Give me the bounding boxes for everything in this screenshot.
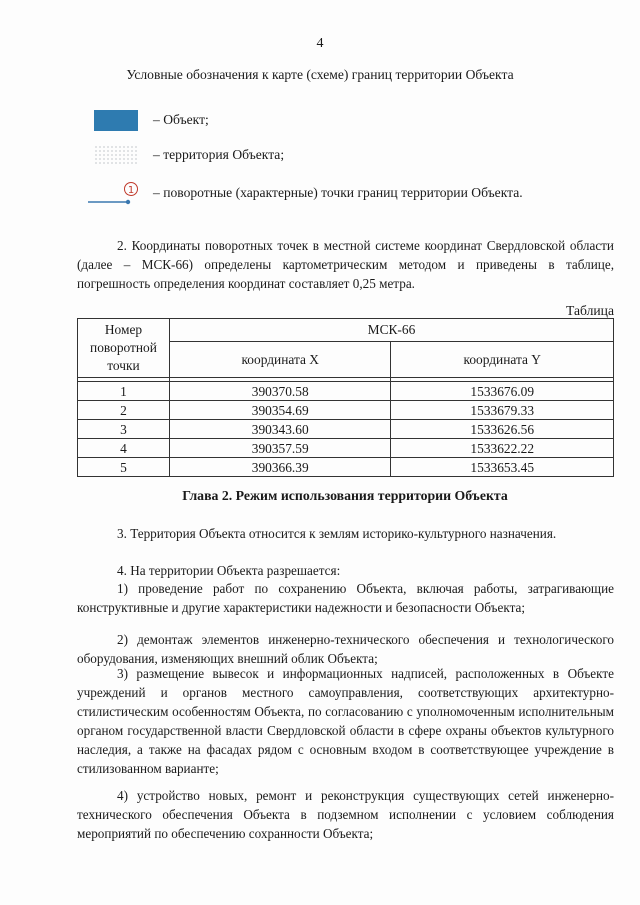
list-item-2: 2) демонтаж элементов инженерно-технического обеспечения и технологического оборудования, изменяющих внешний облик Объекта; [77, 632, 614, 666]
point-number: 4 [78, 439, 170, 458]
coordinate-y: 1533622.22 [391, 439, 614, 458]
legend-item-point-text: – поворотные (характерные) точки границ территории Объекта. [153, 185, 523, 200]
coordinate-x: 390357.59 [169, 439, 391, 458]
table-row [78, 401, 614, 420]
paragraph-3: 3. Территория Объекта относится к землям историко-культурного назначения. [117, 526, 557, 541]
paragraph-2: 2. Координаты поворотных точек в местной системе координат Свердловской области (далее – МСК-66) определены картометрическим методом и приведены в таблице, погрешность определения координат составляет 0,25 метра. [77, 238, 614, 291]
point-number: 2 [78, 401, 170, 420]
header-system: МСК-66 [169, 319, 613, 342]
legend-item-territory [0, 147, 640, 175]
list-item-3: 3) размещение вывесок и информационных надписей, расположенных в Объекте учреждений и органов местного самоуправления, соответствующих архитектурно-стилистическим особенностям Объекта, по согласованию с уполномоченным исполнительным органом государственной власти Свердловской области в сфере охраны объектов культурного наследия, а также на фасадах рядом с основным входом в соответствующее учреждение в стилизованном варианте; [77, 666, 614, 776]
table-row [78, 382, 614, 401]
coordinate-x: 390343.60 [169, 420, 391, 439]
list-item-1: 1) проведение работ по сохранению Объекта, включая работы, затрагивающие конструктивные и другие характеристики надежности и безопасности Объекта; [77, 581, 614, 615]
legend-item-territory-text: – территория Объекта; [153, 147, 285, 162]
point-number: 1 [78, 382, 170, 401]
table-row [78, 420, 614, 439]
coordinate-y: 1533653.45 [391, 458, 614, 477]
legend-title: Условные обозначения к карте (схеме) границ территории Объекта [126, 67, 514, 82]
coordinate-y: 1533676.09 [391, 382, 614, 401]
legend-item-object [0, 112, 640, 140]
legend-item-object-text: – Объект; [153, 112, 209, 127]
header-x: координата X [169, 342, 391, 378]
coordinates-table [77, 318, 614, 477]
coordinate-x: 390370.58 [169, 382, 391, 401]
coordinate-x: 390354.69 [169, 401, 391, 420]
list-item-4: 4) устройство новых, ремонт и реконструкция существующих сетей инженерно-технического обеспечения Объекта в подземном исполнении с условием соблюдения мероприятий по обеспечению сохранности Объекта; [77, 788, 614, 841]
point-number: 3 [78, 420, 170, 439]
turning-point-marker-label: 1 [127, 185, 135, 196]
header-point-number: Номер поворотной точки [78, 319, 170, 378]
paragraph-4: 4. На территории Объекта разрешается: [117, 563, 341, 578]
coordinate-y: 1533679.33 [391, 401, 614, 420]
header-y: координата Y [391, 342, 614, 378]
coordinate-x: 390366.39 [169, 458, 391, 477]
table-row [78, 439, 614, 458]
table-row [78, 458, 614, 477]
chapter-title: Глава 2. Режим использования территории Объекта [182, 488, 508, 503]
page-number: 4 [316, 36, 324, 51]
coordinate-y: 1533626.56 [391, 420, 614, 439]
point-number: 5 [78, 458, 170, 477]
legend-item-point [0, 185, 640, 213]
table-caption: Таблица [566, 303, 614, 318]
